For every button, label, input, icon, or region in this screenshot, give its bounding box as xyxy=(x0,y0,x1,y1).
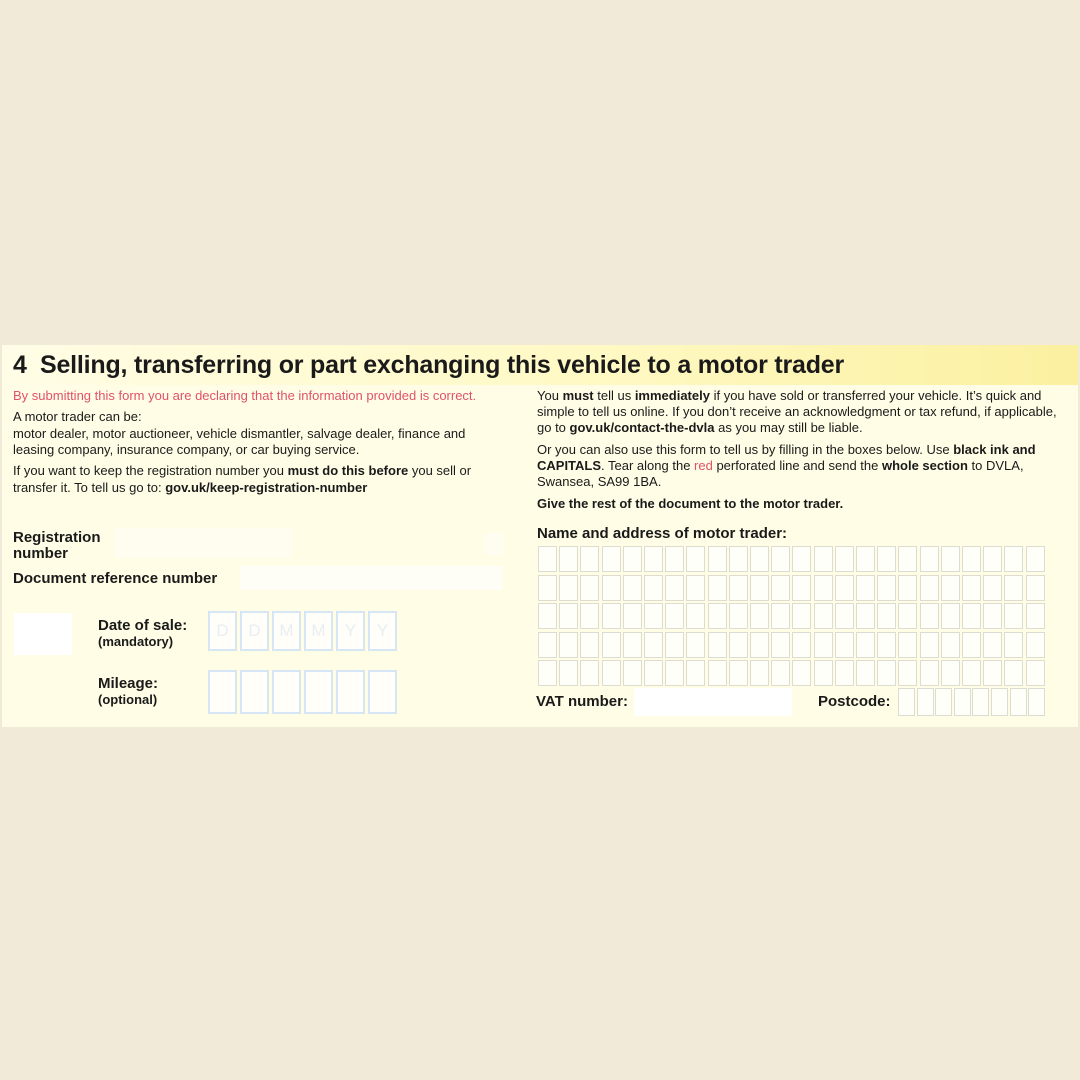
address-char-box[interactable] xyxy=(665,603,684,629)
address-char-box[interactable] xyxy=(686,546,705,572)
date-box-year-1[interactable]: Y xyxy=(336,611,365,651)
address-char-box[interactable] xyxy=(835,546,854,572)
p1-e: if you have sold or transferred your vehicle. It’s quick and xyxy=(709,388,1042,403)
address-char-box[interactable] xyxy=(538,546,557,572)
address-char-box[interactable] xyxy=(814,603,833,629)
address-char-box[interactable] xyxy=(729,632,748,658)
address-char-box[interactable] xyxy=(835,632,854,658)
address-char-box[interactable] xyxy=(898,660,917,686)
address-char-box[interactable] xyxy=(856,546,875,572)
date-of-sale-note: (mandatory) xyxy=(98,634,174,649)
keep-reg-line2: transfer it. To tell us go to: xyxy=(13,480,166,495)
registration-label-2: number xyxy=(13,545,69,562)
address-char-box[interactable] xyxy=(1026,546,1045,572)
address-char-box[interactable] xyxy=(877,546,896,572)
section-title: Selling, transferring or part exchanging this vehicle to a motor trader xyxy=(40,351,845,379)
address-char-box[interactable] xyxy=(898,575,917,601)
p2-l2-d: perforated line and send the xyxy=(712,458,882,473)
address-char-box[interactable] xyxy=(580,546,599,572)
address-char-box[interactable] xyxy=(602,603,621,629)
mileage-box-6[interactable] xyxy=(368,670,397,714)
address-char-box[interactable] xyxy=(644,546,663,572)
address-char-box[interactable] xyxy=(559,575,578,601)
address-char-box[interactable] xyxy=(771,632,790,658)
address-char-box[interactable] xyxy=(983,632,1002,658)
address-char-box[interactable] xyxy=(665,632,684,658)
p2-l2-f: to DVLA, xyxy=(967,458,1024,473)
declaration-text: By submitting this form you are declaring that the information provided is correct. xyxy=(13,388,477,403)
address-char-box[interactable] xyxy=(538,603,557,629)
address-char-box[interactable] xyxy=(771,546,790,572)
date-box-month-1[interactable]: M xyxy=(272,611,301,651)
address-char-box[interactable] xyxy=(623,575,642,601)
address-char-box[interactable] xyxy=(580,603,599,629)
registration-number-field[interactable] xyxy=(114,528,292,558)
address-char-box[interactable] xyxy=(814,546,833,572)
address-char-box[interactable] xyxy=(877,632,896,658)
address-char-box[interactable] xyxy=(644,632,663,658)
p2-l1-b: black ink and xyxy=(953,442,1036,457)
address-char-box[interactable] xyxy=(835,660,854,686)
address-char-box[interactable] xyxy=(877,575,896,601)
address-char-box[interactable] xyxy=(920,660,939,686)
address-char-box[interactable] xyxy=(538,632,557,658)
address-char-box[interactable] xyxy=(920,632,939,658)
p1-a: You xyxy=(537,388,563,403)
postcode-char-box[interactable] xyxy=(1010,688,1027,716)
address-char-box[interactable] xyxy=(644,660,663,686)
address-char-box[interactable] xyxy=(771,603,790,629)
mileage-note: (optional) xyxy=(98,692,158,707)
address-char-box[interactable] xyxy=(708,660,727,686)
address-char-box[interactable] xyxy=(835,603,854,629)
registration-label-1: Registration xyxy=(13,529,101,546)
address-char-box[interactable] xyxy=(750,660,769,686)
address-char-box[interactable] xyxy=(920,603,939,629)
address-char-box[interactable] xyxy=(538,660,557,686)
address-char-box[interactable] xyxy=(665,575,684,601)
mileage-box-1[interactable] xyxy=(208,670,237,714)
address-char-box[interactable] xyxy=(814,660,833,686)
p1-l3-c: as you may still be liable. xyxy=(714,420,863,435)
address-char-box[interactable] xyxy=(559,632,578,658)
date-of-sale-label: Date of sale: xyxy=(98,617,188,634)
address-char-box[interactable] xyxy=(750,603,769,629)
section-number: 4 xyxy=(13,351,27,379)
mileage-box-2[interactable] xyxy=(240,670,269,714)
address-char-box[interactable] xyxy=(1026,575,1045,601)
document-reference-label: Document reference number xyxy=(13,570,218,587)
keep-reg-bold: must do this before xyxy=(287,463,409,478)
p1-must: must xyxy=(562,388,594,403)
address-char-box[interactable] xyxy=(898,546,917,572)
address-char-box[interactable] xyxy=(686,660,705,686)
address-char-box[interactable] xyxy=(835,575,854,601)
address-char-box[interactable] xyxy=(623,660,642,686)
address-char-box[interactable] xyxy=(559,603,578,629)
address-char-box[interactable] xyxy=(920,546,939,572)
date-box-year-2[interactable]: Y xyxy=(368,611,397,651)
keep-registration-text xyxy=(13,463,471,479)
address-char-box[interactable] xyxy=(877,660,896,686)
address-char-box[interactable] xyxy=(750,575,769,601)
address-char-box[interactable] xyxy=(983,546,1002,572)
postcode-char-box[interactable] xyxy=(954,688,971,716)
form-instruction-line-3: Swansea, SA99 1BA. xyxy=(537,474,662,489)
address-char-box[interactable] xyxy=(962,660,981,686)
online-instruction-line-3 xyxy=(537,420,863,436)
address-char-box[interactable] xyxy=(771,575,790,601)
address-char-box[interactable] xyxy=(729,603,748,629)
p2-l2-b: . Tear along the xyxy=(601,458,695,473)
vat-number-label: VAT number: xyxy=(536,693,628,710)
p2-whole-section: whole section xyxy=(881,458,968,473)
address-char-box[interactable] xyxy=(983,603,1002,629)
postcode-label: Postcode: xyxy=(818,693,891,710)
address-char-box[interactable] xyxy=(602,546,621,572)
document-reference-field[interactable] xyxy=(240,566,502,590)
address-char-box[interactable] xyxy=(559,546,578,572)
address-char-box[interactable] xyxy=(792,660,811,686)
address-char-box[interactable] xyxy=(814,575,833,601)
form-instruction-line-1 xyxy=(537,442,1036,458)
registration-check-box[interactable] xyxy=(484,533,504,555)
address-char-box[interactable] xyxy=(1004,603,1023,629)
address-char-box[interactable] xyxy=(983,575,1002,601)
mileage-box-5[interactable] xyxy=(336,670,365,714)
address-char-box[interactable] xyxy=(856,603,875,629)
give-rest-text: Give the rest of the document to the motor trader. xyxy=(537,496,844,511)
address-char-box[interactable] xyxy=(856,632,875,658)
address-char-box[interactable] xyxy=(750,632,769,658)
keep-registration-link[interactable]: gov.uk/keep-registration-number xyxy=(165,480,368,495)
date-box-day-1[interactable]: D xyxy=(208,611,237,651)
date-box-day-2[interactable]: D xyxy=(240,611,269,651)
postcode-char-box[interactable] xyxy=(972,688,989,716)
address-char-box[interactable] xyxy=(623,603,642,629)
vat-number-field[interactable] xyxy=(634,688,792,716)
address-char-box[interactable] xyxy=(1004,546,1023,572)
address-char-box[interactable] xyxy=(665,546,684,572)
address-char-box[interactable] xyxy=(580,660,599,686)
address-char-box[interactable] xyxy=(920,575,939,601)
address-char-box[interactable] xyxy=(771,660,790,686)
address-char-box[interactable] xyxy=(941,546,960,572)
address-char-box[interactable] xyxy=(792,632,811,658)
address-char-box[interactable] xyxy=(1004,632,1023,658)
mileage-box-3[interactable] xyxy=(272,670,301,714)
address-char-box[interactable] xyxy=(686,603,705,629)
address-char-box[interactable] xyxy=(1004,575,1023,601)
postcode-char-box[interactable] xyxy=(898,688,915,716)
keep-reg-suffix: you sell or xyxy=(408,463,472,478)
address-char-box[interactable] xyxy=(665,660,684,686)
address-char-box[interactable] xyxy=(644,603,663,629)
section-4-form xyxy=(2,345,1078,727)
p1-immediately: immediately xyxy=(634,388,710,403)
address-char-box[interactable] xyxy=(708,632,727,658)
address-char-box[interactable] xyxy=(686,575,705,601)
stamp-box xyxy=(14,613,72,655)
address-char-box[interactable] xyxy=(941,603,960,629)
name-address-label: Name and address of motor trader: xyxy=(537,525,788,542)
address-char-box[interactable] xyxy=(602,575,621,601)
keep-registration-text-2 xyxy=(13,480,367,496)
address-char-box[interactable] xyxy=(708,603,727,629)
address-char-box[interactable] xyxy=(1026,632,1045,658)
trader-types-2: leasing company, insurance company, or car buying service. xyxy=(13,442,360,457)
p2-red: red xyxy=(694,458,713,473)
section-header xyxy=(2,345,1078,385)
address-char-box[interactable] xyxy=(856,660,875,686)
address-char-box[interactable] xyxy=(877,603,896,629)
online-instruction-line-1 xyxy=(537,388,1041,404)
address-char-box[interactable] xyxy=(962,632,981,658)
address-char-box[interactable] xyxy=(1026,660,1045,686)
address-char-box[interactable] xyxy=(602,632,621,658)
address-char-box[interactable] xyxy=(623,546,642,572)
address-char-box[interactable] xyxy=(580,632,599,658)
p2-l1-a: Or you can also use this form to tell us by filling in the boxes below. Use xyxy=(537,442,954,457)
address-char-box[interactable] xyxy=(602,660,621,686)
p1-l3-a: go to xyxy=(537,420,570,435)
p2-capitals: CAPITALS xyxy=(537,458,602,473)
address-char-box[interactable] xyxy=(898,603,917,629)
address-char-box[interactable] xyxy=(580,575,599,601)
address-char-box[interactable] xyxy=(708,546,727,572)
address-char-box[interactable] xyxy=(729,575,748,601)
postcode-char-box[interactable] xyxy=(917,688,934,716)
address-char-box[interactable] xyxy=(708,575,727,601)
mileage-label: Mileage: xyxy=(98,675,159,692)
address-char-box[interactable] xyxy=(559,660,578,686)
address-char-box[interactable] xyxy=(538,575,557,601)
postcode-char-box[interactable] xyxy=(991,688,1008,716)
keep-reg-prefix: If you want to keep the registration number you xyxy=(13,463,288,478)
address-char-box[interactable] xyxy=(750,546,769,572)
p1-c: tell us xyxy=(593,388,635,403)
address-char-box[interactable] xyxy=(941,575,960,601)
address-char-box[interactable] xyxy=(898,632,917,658)
trader-types-1: motor dealer, motor auctioneer, vehicle dismantler, salvage dealer, finance and xyxy=(13,426,466,441)
address-char-box[interactable] xyxy=(941,632,960,658)
online-instruction-line-2: simple to tell us online. If you don’t receive an acknowledgment or tax refund, if applicable, xyxy=(537,404,1057,419)
address-char-box[interactable] xyxy=(962,575,981,601)
address-char-box[interactable] xyxy=(792,546,811,572)
address-char-box[interactable] xyxy=(1026,603,1045,629)
address-char-box[interactable] xyxy=(941,660,960,686)
trader-intro: A motor trader can be: xyxy=(13,409,142,424)
address-char-box[interactable] xyxy=(983,660,1002,686)
address-char-box[interactable] xyxy=(644,575,663,601)
postcode-char-box[interactable] xyxy=(1028,688,1045,716)
address-char-box[interactable] xyxy=(729,546,748,572)
postcode-char-box[interactable] xyxy=(935,688,952,716)
address-char-box[interactable] xyxy=(814,632,833,658)
address-char-box[interactable] xyxy=(792,603,811,629)
contact-dvla-link[interactable]: gov.uk/contact-the-dvla xyxy=(569,420,715,435)
address-char-box[interactable] xyxy=(856,575,875,601)
address-char-box[interactable] xyxy=(962,603,981,629)
mileage-box-4[interactable] xyxy=(304,670,333,714)
address-char-box[interactable] xyxy=(729,660,748,686)
form-instruction-line-2 xyxy=(537,458,1024,474)
address-char-box[interactable] xyxy=(686,632,705,658)
address-char-box[interactable] xyxy=(1004,660,1023,686)
date-box-month-2[interactable]: M xyxy=(304,611,333,651)
address-char-box[interactable] xyxy=(962,546,981,572)
address-char-box[interactable] xyxy=(792,575,811,601)
address-char-box[interactable] xyxy=(623,632,642,658)
